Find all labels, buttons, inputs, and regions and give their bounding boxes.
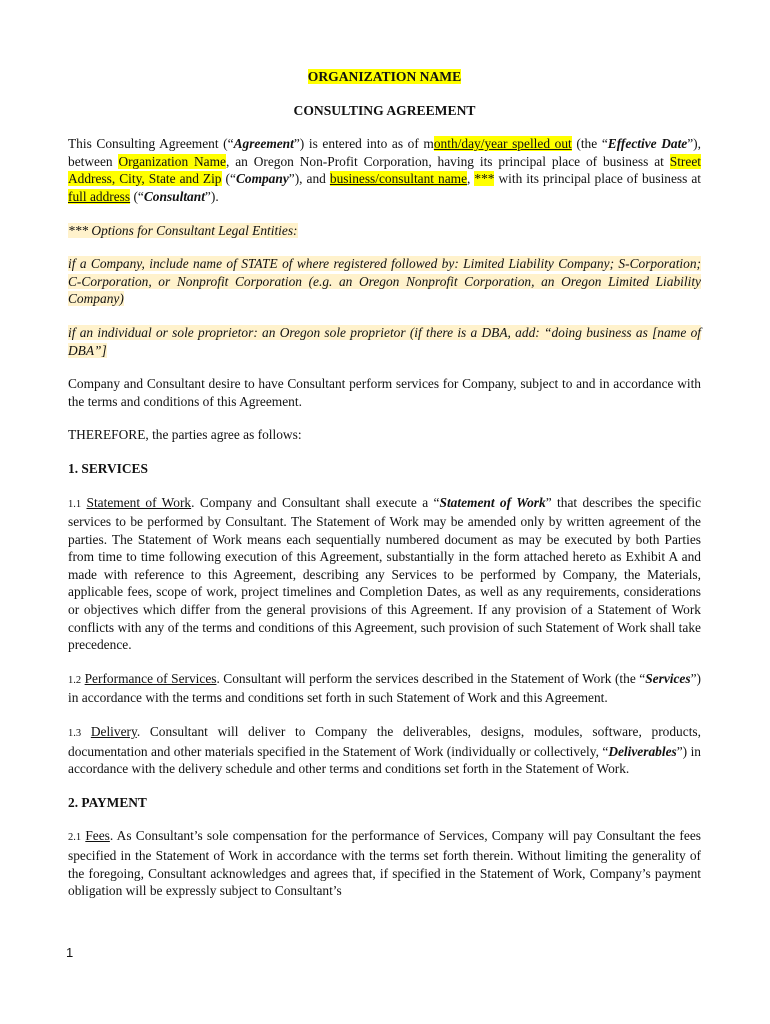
options-title: [68, 222, 701, 240]
clause-title: Fees: [85, 828, 110, 844]
full-address-placeholder: full address: [68, 188, 131, 204]
date-placeholder: onth/day/year spelled out: [433, 136, 572, 152]
services-term: Services: [645, 670, 691, 686]
clause-title: Performance of Services: [84, 670, 217, 686]
intro-text: ”) is entered into as of m: [293, 136, 434, 152]
org-name-heading: [68, 68, 701, 86]
statement-of-work-term: Statement of Work: [439, 494, 546, 510]
clause-number: 1.3: [68, 728, 82, 740]
page-number: 1: [66, 945, 74, 960]
section-2-heading: 2. PAYMENT: [68, 794, 147, 810]
section-1-heading: 1. SERVICES: [68, 460, 148, 476]
clause-number: 1.1: [68, 498, 82, 510]
intro-text: ,: [467, 171, 475, 187]
clause-text: . Consultant will perform the services described in the Statement of Work (the “: [216, 670, 646, 686]
intro-paragraph: [68, 135, 701, 205]
section-1-2: [68, 670, 701, 707]
section-1-1: [68, 494, 701, 654]
section-1-3: [68, 723, 701, 778]
clause-text: ” that describes the specific services to be performed by Consultant. The Statement of Work may be amended only by written agreement of the parties. The Statement of Work means each sequentially numbered document as may be executed by both Parties from time to time following execution of this Agreement, substantially in the form attached hereto as Exhibit A and made with reference to this Agreement, describing any Services to be performed by Company, the Materials, applicable fees, scope of work, project timelines and Completion Dates, as well as any requirements, considerations or objectives which differ from the general provisions of this Agreement. If any provision of a Statement of Work conflicts with any of the terms and conditions of this Agreement, such provision of such Statement of Work shall take precedence.: [68, 494, 702, 653]
individual-option-note: [68, 324, 701, 359]
individual-option-text: if an individual or sole proprietor: an Oregon sole proprietor (if there is a DBA, add: “doing business as [name of DBA”]: [68, 324, 701, 358]
clause-number: 2.1: [68, 832, 82, 844]
agreement-title: CONSULTING AGREEMENT: [293, 102, 476, 118]
company-option-note: [68, 255, 701, 308]
deliverables-term: Deliverables: [608, 743, 677, 759]
clause-title: Delivery: [90, 724, 137, 740]
clause-text: ”) in accordance with the terms and conditions set forth in such Statement of Work and this Agreement.: [68, 670, 701, 706]
intro-text: ”), and: [288, 171, 330, 187]
org-placeholder: Organization Name: [118, 153, 226, 169]
company-term: Company: [235, 171, 289, 187]
consultant-placeholder: business/consultant name: [329, 171, 468, 187]
clause-text: . As Consultant’s sole compensation for the performance of Services, Company will pay Consultant the fees specified in the Statement of Work in accordance with the terms set forth therein. Without limiting the generality of the foregoing, Consultant acknowledges and agrees that, if specified in the Statement of Work, Company’s payment obligation will be expressly subject to Consultant’s: [68, 828, 701, 899]
intro-text: , an Oregon Non-Profit Corporation, having its principal place of business at: [225, 153, 670, 169]
agreement-term: Agreement: [233, 136, 294, 152]
consultant-term: Consultant: [143, 188, 205, 204]
document-body: [68, 68, 701, 900]
address-placeholder: Street Address, City, State and Zip: [68, 153, 701, 187]
intro-text: (“: [130, 188, 144, 204]
effective-date-term: Effective Date: [607, 136, 688, 152]
recital-paragraph: Company and Consultant desire to have Consultant perform services for Company, subject to and in accordance with the terms and conditions of this Agreement.: [68, 376, 701, 409]
intro-text: This Consulting Agreement (“: [68, 136, 234, 152]
intro-text: (the “: [571, 136, 608, 152]
company-option-text: if a Company, include name of STATE of where registered followed by: Limited Liability Company; S-Corporation; C-Corporation, or Nonprofit Corporation (e.g. an Oregon Nonprofit Corporation, an Oregon Limited Liability Company): [68, 256, 701, 307]
clause-text: . Consultant will deliver to Company the deliverables, designs, modules, software, products, documentation and other materials specified in the Statement of Work (individually or collectively, “: [68, 724, 701, 759]
clause-text: . Company and Consultant shall execute a “: [191, 494, 440, 510]
options-title-text: *** Options for Consultant Legal Entities:: [68, 222, 298, 238]
stars-marker: ***: [474, 171, 495, 187]
section-2-1: [68, 827, 701, 899]
clause-text: ”) in accordance with the delivery schedule and other terms and conditions set forth in the Statement of Work.: [68, 743, 701, 777]
clause-title: Statement of Work: [86, 494, 192, 510]
clause-number: 1.2: [68, 674, 82, 686]
therefore-paragraph: THEREFORE, the parties agree as follows:: [68, 427, 302, 443]
intro-text: with its principal place of business at: [494, 171, 702, 187]
intro-text: ”).: [204, 188, 219, 204]
intro-text: ”), between: [68, 136, 701, 169]
org-name: ORGANIZATION NAME: [307, 69, 462, 84]
intro-text: (“: [221, 171, 236, 187]
